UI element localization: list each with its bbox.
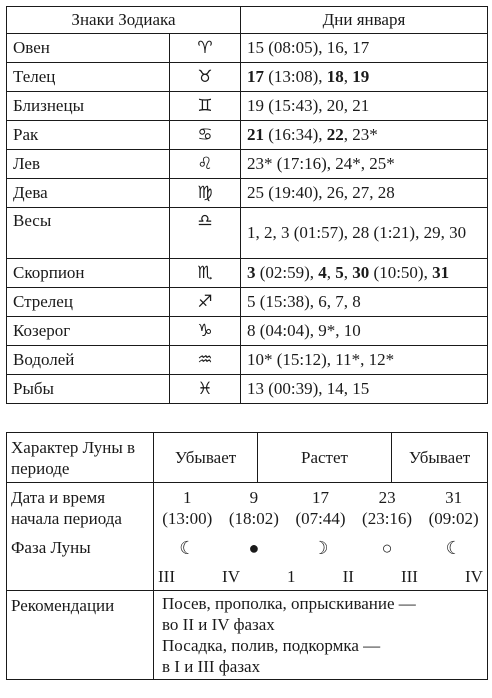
- period-waning-2: Убывает: [392, 433, 488, 483]
- day-text: ,: [343, 67, 353, 86]
- taurus-icon: ♉︎: [170, 63, 241, 92]
- day-text: 5 (15:38), 6, 7, 8: [247, 292, 361, 311]
- zodiac-row: [7, 179, 488, 208]
- bold-day: 21: [247, 125, 264, 144]
- zodiac-sign-name: Лев: [7, 150, 170, 179]
- header-january-days: Дни января: [241, 7, 488, 34]
- zodiac-row: [7, 150, 488, 179]
- zodiac-sign-name: Стрелец: [7, 288, 170, 317]
- day-text: 19 (15:43), 20, 21: [247, 96, 370, 115]
- day-text: ,: [343, 263, 353, 282]
- day-text: 8 (04:04), 9*, 10: [247, 321, 361, 340]
- phase-number: 1: [287, 566, 296, 586]
- moon-phase-icons: [154, 533, 488, 563]
- bold-day: 18: [326, 67, 344, 86]
- waning-crescent-icon: ☾: [179, 537, 196, 558]
- zodiac-sign-name: Козерог: [7, 317, 170, 346]
- period-time: (13:00): [162, 508, 213, 528]
- period-time: (07:44): [295, 508, 346, 528]
- zodiac-sign-name: Овен: [7, 34, 170, 63]
- date-time-label: Дата и время начала периода: [7, 483, 154, 533]
- bold-day: 3: [247, 263, 256, 282]
- period-day: 17: [311, 487, 329, 507]
- period-day: 23: [378, 487, 396, 507]
- bold-day: 5: [335, 263, 344, 282]
- zodiac-row: [7, 346, 488, 375]
- day-text: (13:08),: [264, 67, 327, 86]
- zodiac-days: [241, 34, 488, 63]
- full-moon-icon: ○: [381, 537, 393, 558]
- zodiac-row: [7, 63, 488, 92]
- bold-day: 31: [432, 263, 450, 282]
- moon-phase-number-row: [7, 563, 488, 591]
- zodiac-sign-name: Рыбы: [7, 375, 170, 404]
- capricorn-icon: ♑︎: [170, 317, 241, 346]
- zodiac-row: [7, 34, 488, 63]
- day-text: ,: [326, 263, 336, 282]
- header-zodiac-signs: Знаки Зодиака: [7, 7, 241, 34]
- zodiac-row: [7, 121, 488, 150]
- period-day: 1: [183, 487, 192, 507]
- day-text: 23* (17:16), 24*, 25*: [247, 154, 395, 173]
- zodiac-days: [241, 179, 488, 208]
- waxing-crescent-icon: ☽: [312, 537, 329, 558]
- zodiac-sign-name: Скорпион: [7, 259, 170, 288]
- zodiac-row: [7, 375, 488, 404]
- period-start-dates: [154, 483, 488, 533]
- period-date: [420, 487, 487, 529]
- zodiac-days: [241, 150, 488, 179]
- new-moon-icon: ●: [248, 537, 260, 558]
- zodiac-row: [7, 317, 488, 346]
- phase-number: II: [342, 566, 354, 586]
- recommendation-line: в I и III фазах: [162, 657, 261, 676]
- bold-day: 30: [352, 263, 370, 282]
- recommendation-line: Посадка, полив, подкормка —: [162, 636, 381, 655]
- bold-day: 19: [352, 67, 370, 86]
- bold-day: 17: [247, 67, 264, 86]
- pisces-icon: ♓︎: [170, 375, 241, 404]
- zodiac-days: [241, 121, 488, 150]
- zodiac-row: [7, 208, 488, 259]
- day-text: 1, 2, 3 (01:57), 28 (1:21), 29, 30: [247, 223, 467, 242]
- bold-day: 22: [326, 125, 344, 144]
- zodiac-row: [7, 92, 488, 121]
- recommendation-line: Посев, прополка, опрыскивание —: [162, 594, 416, 613]
- zodiac-days: [241, 259, 488, 288]
- phase-number: IV: [222, 566, 240, 586]
- zodiac-days: [241, 63, 488, 92]
- waning-crescent-icon: ☾: [445, 537, 462, 558]
- period-date: [154, 487, 221, 529]
- day-text: (02:59),: [255, 263, 319, 282]
- zodiac-sign-name: Рак: [7, 121, 170, 150]
- zodiac-header-row: [7, 7, 488, 34]
- period-time: (09:02): [428, 508, 479, 528]
- sagittarius-icon: ♐︎: [170, 288, 241, 317]
- aries-icon: ♈︎: [170, 34, 241, 63]
- moon-character-row: [7, 433, 488, 483]
- gemini-icon: ♊︎: [170, 92, 241, 121]
- phase-number: IV: [464, 566, 483, 586]
- period-date: [287, 487, 354, 529]
- zodiac-sign-name: Дева: [7, 179, 170, 208]
- phase-grid: [154, 533, 487, 563]
- zodiac-sign-name: Весы: [7, 208, 170, 259]
- period-date: [354, 487, 421, 529]
- day-text: 25 (19:40), 26, 27, 28: [247, 183, 395, 202]
- cancer-icon: ♋︎: [170, 121, 241, 150]
- scorpio-icon: ♏︎: [170, 259, 241, 288]
- day-text: (10:50),: [369, 263, 433, 282]
- zodiac-sign-name: Телец: [7, 63, 170, 92]
- zodiac-days: [241, 375, 488, 404]
- phase-number-label-cell: [7, 563, 154, 591]
- recommendations-row: [7, 591, 488, 680]
- day-text: 15 (08:05), 16, 17: [247, 38, 370, 57]
- phase-number-row: [154, 566, 487, 587]
- day-text: 10* (15:12), 11*, 12*: [247, 350, 395, 369]
- zodiac-sign-name: Водолей: [7, 346, 170, 375]
- period-day: 9: [249, 487, 259, 507]
- period-waning-1: Убывает: [154, 433, 258, 483]
- zodiac-days: [241, 288, 488, 317]
- virgo-icon: ♍︎: [170, 179, 241, 208]
- zodiac-days: [241, 346, 488, 375]
- zodiac-table: [6, 6, 488, 404]
- aquarius-icon: ♒︎: [170, 346, 241, 375]
- recommendations-text: [154, 591, 488, 680]
- zodiac-row: [7, 259, 488, 288]
- recommendation-line: во II и IV фазах: [162, 615, 275, 634]
- dates-grid: [154, 487, 487, 529]
- bold-day: 4: [318, 263, 327, 282]
- moon-dates-row: [7, 483, 488, 533]
- zodiac-body: [7, 34, 488, 404]
- day-text: 13 (00:39), 14, 15: [247, 379, 370, 398]
- period-day: 31: [445, 487, 463, 507]
- libra-icon: ♎︎: [170, 208, 241, 259]
- period-time: (18:02): [228, 508, 279, 528]
- period-waxing: Растет: [258, 433, 392, 483]
- moon-phase-row: [7, 533, 488, 563]
- day-text: (16:34),: [264, 125, 327, 144]
- period-date: [221, 487, 288, 529]
- phase-number: III: [400, 566, 418, 586]
- phase-number: III: [158, 566, 175, 586]
- zodiac-days: [241, 208, 488, 259]
- phase-numbers: [154, 563, 488, 591]
- zodiac-row: [7, 288, 488, 317]
- moon-character-label: Характер Луны в периоде: [7, 433, 154, 483]
- zodiac-days: [241, 92, 488, 121]
- period-time: (23:16): [362, 508, 413, 528]
- moon-phase-label: Фаза Луны: [7, 533, 154, 563]
- zodiac-sign-name: Близнецы: [7, 92, 170, 121]
- recommendations-label: Рекомендации: [7, 591, 154, 680]
- day-text: , 23*: [343, 125, 378, 144]
- zodiac-days: [241, 317, 488, 346]
- moon-phase-table: [6, 432, 488, 680]
- leo-icon: ♌︎: [170, 150, 241, 179]
